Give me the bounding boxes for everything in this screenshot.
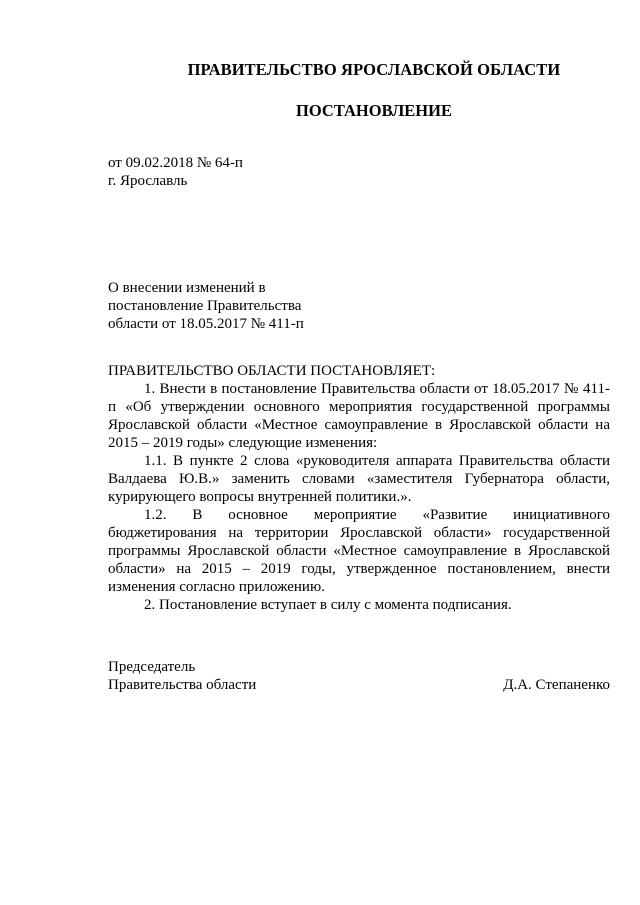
paragraph-2: 2. Постановление вступает в силу с момента подписания. bbox=[144, 597, 512, 613]
signature-block bbox=[108, 658, 610, 694]
paragraph-1-1: 1.1. В пункте 2 слова «руководителя аппарата Правительства области Валдаева Ю.В.» заменить словами «заместителя Губернатора области, курирующего вопросы внутренней политики.». bbox=[108, 453, 610, 505]
document-type-title: ПОСТАНОВЛЕНИЕ bbox=[296, 101, 452, 120]
preamble: ПРАВИТЕЛЬСТВО ОБЛАСТИ ПОСТАНОВЛЯЕТ: bbox=[108, 363, 436, 379]
subject-line: О внесении изменений в bbox=[108, 280, 266, 296]
document-subject bbox=[108, 279, 304, 333]
city: г. Ярославль bbox=[108, 173, 188, 189]
date-number: от 09.02.2018 № 64-п bbox=[108, 155, 243, 171]
document-body bbox=[108, 362, 610, 614]
paragraph-1: 1. Внести в постановление Правительства области от 18.05.2017 № 411-п «Об утверждении основного мероприятия государственной программы Ярославской области «Местное самоуправление в Ярославской области на 2015 – 2019 годы» следующие изменения: bbox=[108, 381, 610, 451]
signatory-title-line1: Председатель bbox=[108, 659, 196, 675]
organization-title: ПРАВИТЕЛЬСТВО ЯРОСЛАВСКОЙ ОБЛАСТИ bbox=[187, 60, 561, 79]
paragraph-1-2: 1.2. В основное мероприятие «Развитие инициативного бюджетирования на территории Ярославской области» государственной программы Ярославской области «Местное самоуправление в Ярославской области» на 2015 – 2019 годы, утвержденное постановлением, внести изменения согласно приложению. bbox=[108, 507, 610, 595]
signatory-title-line2: Правительства области bbox=[108, 677, 257, 693]
signatory-name: Д.А. Степаненко bbox=[503, 677, 610, 693]
subject-line: области от 18.05.2017 № 411-п bbox=[108, 316, 304, 332]
subject-line: постановление Правительства bbox=[108, 298, 302, 314]
